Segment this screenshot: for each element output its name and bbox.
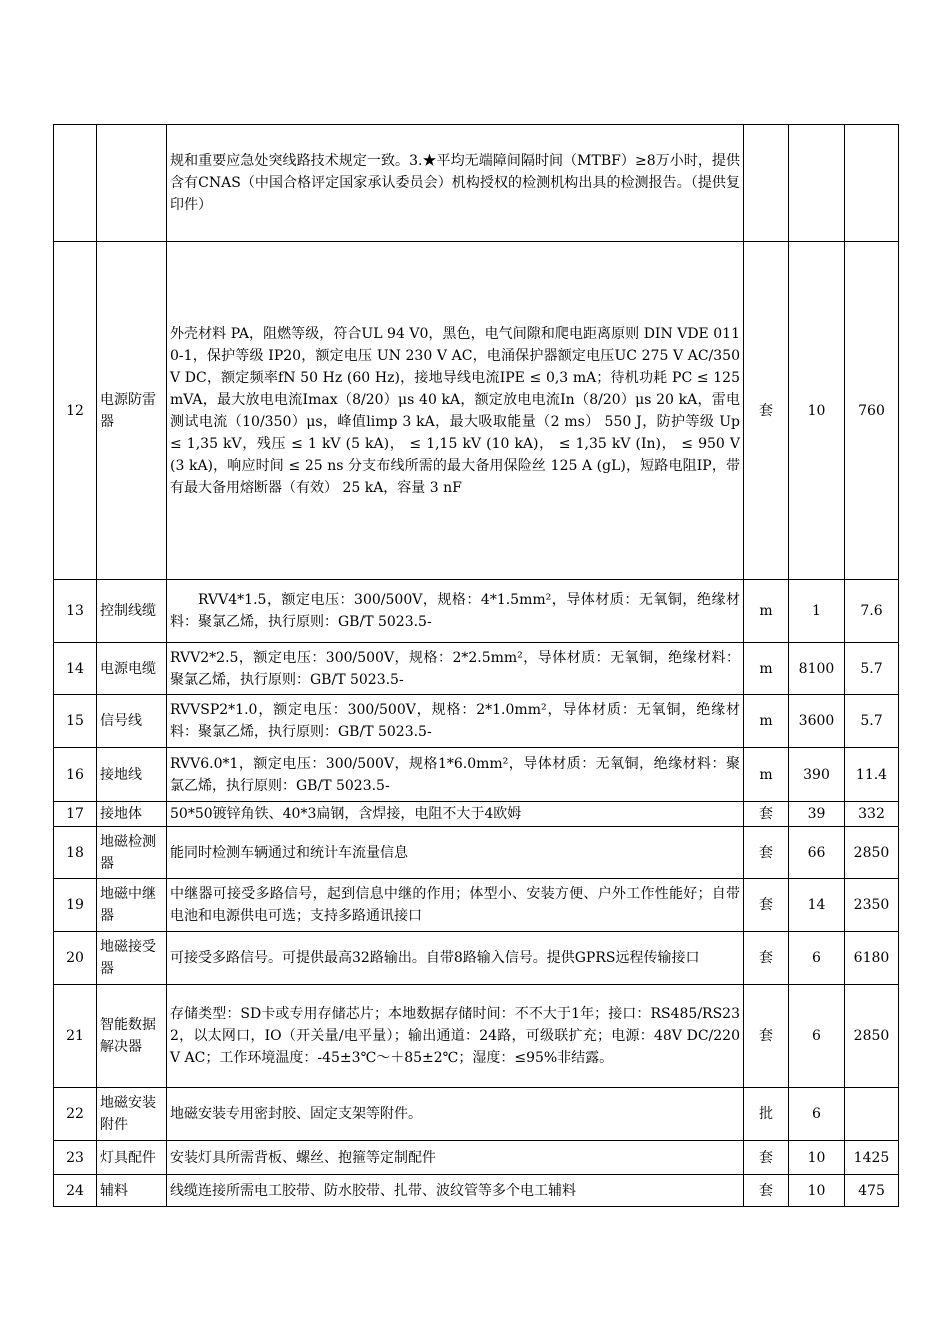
item-unit: 套: [744, 1141, 789, 1175]
item-price: 1425: [845, 1141, 899, 1175]
item-number: 17: [54, 802, 97, 827]
item-description: 存储类型：SD卡或专用存储芯片；本地数据存储时间：不不大于1年；接口：RS485/RS232，以太网口，IO（开关量/电平量）；输出通道：24路，可级联扩充；电源：48V DC/220V AC；工作环境温度：-45±3℃～＋85±2℃；湿度：≤95%非结露。: [167, 985, 744, 1088]
item-description: RVV6.0*1，额定电压：300/500V，规格1*6.0mm²，导体材质：无氧铜，绝缘材料：聚氯乙烯，执行原则：GB/T 5023.5-: [167, 748, 744, 802]
item-number: [54, 125, 97, 242]
table-row: [54, 643, 899, 695]
item-number: 23: [54, 1141, 97, 1175]
item-name: 智能数据解决器: [97, 985, 167, 1088]
item-quantity: [789, 125, 845, 242]
item-description: RVV4*1.5，额定电压：300/500V，规格：4*1.5mm²，导体材质：无氧铜，绝缘材料：聚氯乙烯，执行原则：GB/T 5023.5-: [167, 580, 744, 643]
item-name: 控制线缆: [97, 580, 167, 643]
table-row: [54, 695, 899, 748]
item-quantity: 6: [789, 985, 845, 1088]
table-row: [54, 827, 899, 879]
table-row: [54, 125, 899, 242]
item-quantity: 3600: [789, 695, 845, 748]
table-row: [54, 985, 899, 1088]
item-name: 接地体: [97, 802, 167, 827]
specification-table: [53, 124, 899, 1207]
item-name: 地磁接受器: [97, 932, 167, 985]
item-price: 11.4: [845, 748, 899, 802]
item-price: 2350: [845, 879, 899, 932]
item-unit: 套: [744, 827, 789, 879]
item-quantity: 39: [789, 802, 845, 827]
item-name: 电源防雷器: [97, 242, 167, 580]
item-description: 50*50镀锌角铁、40*3扁钢，含焊接，电阻不大于4欧姆: [167, 802, 744, 827]
item-description: 可接受多路信号。可提供最高32路输出。自带8路输入信号。提供GPRS远程传输接口: [167, 932, 744, 985]
table-row: [54, 580, 899, 643]
item-description: 安装灯具所需背板、螺丝、抱箍等定制配件: [167, 1141, 744, 1175]
item-price: 332: [845, 802, 899, 827]
item-number: 15: [54, 695, 97, 748]
item-name: 灯具配件: [97, 1141, 167, 1175]
item-name: 接地线: [97, 748, 167, 802]
item-number: 22: [54, 1088, 97, 1141]
item-unit: m: [744, 695, 789, 748]
table-row: [54, 1141, 899, 1175]
table-row: [54, 802, 899, 827]
item-price: 7.6: [845, 580, 899, 643]
item-description: 中继器可接受多路信号，起到信息中继的作用；体型小、安装方便、户外工作性能好；自带电池和电源供电可选；支持多路通讯接口: [167, 879, 744, 932]
item-unit: 套: [744, 802, 789, 827]
item-number: 21: [54, 985, 97, 1088]
item-price: 5.7: [845, 695, 899, 748]
item-quantity: 6: [789, 932, 845, 985]
item-description: 线缆连接所需电工胶带、防水胶带、扎带、波纹管等多个电工辅料: [167, 1175, 744, 1207]
item-number: 13: [54, 580, 97, 643]
item-quantity: 66: [789, 827, 845, 879]
table-row: [54, 242, 899, 580]
item-quantity: 390: [789, 748, 845, 802]
table-row: [54, 1088, 899, 1141]
item-description: 外壳材料 PA，阻燃等级，符合UL 94 V0，黑色，电气间隙和爬电距离原则 DIN VDE 0110-1，保护等级 IP20，额定电压 UN 230 V AC，电涌保护器额定电压UC 275 V AC/350 V DC，额定频率fN 50 Hz (60 Hz)，接地导线电流IPE ≤ 0,3 mA；待机功耗 PC ≤ 125 mVA，最大放电电流Imax（8/20）μs 40 kA，额定放电电流In（8/20）μs 20 kA，雷电测试电流（10/350）μs，峰值limp 3 kA，最大吸取能量（2 ms） 550 J，防护等级 Up ≤ 1,35 kV，残压 ≤ 1 kV (5 kA)， ≤ 1,15 kV (10 kA)， ≤ 1,35 kV (In)， ≤ 950 V (3 kA)，响应时间 ≤ 25 ns 分支布线所需的最大备用保险丝 125 A (gL)，短路电阻IP，带有最大备用熔断器（有效） 25 kA，容量 3 nF: [167, 242, 744, 580]
item-description: RVV2*2.5，额定电压：300/500V，规格：2*2.5mm²，导体材质：无氧铜，绝缘材料：聚氯乙烯，执行原则：GB/T 5023.5-: [167, 643, 744, 695]
item-quantity: 10: [789, 242, 845, 580]
item-number: 20: [54, 932, 97, 985]
item-name: 地磁检测器: [97, 827, 167, 879]
item-price: 5.7: [845, 643, 899, 695]
item-number: 16: [54, 748, 97, 802]
item-description: RVVSP2*1.0，额定电压：300/500V，规格：2*1.0mm²，导体材质：无氧铜，绝缘材料：聚氯乙烯，执行原则：GB/T 5023.5-: [167, 695, 744, 748]
item-unit: 套: [744, 879, 789, 932]
item-number: 14: [54, 643, 97, 695]
table-row: [54, 932, 899, 985]
item-unit: 套: [744, 242, 789, 580]
item-number: 12: [54, 242, 97, 580]
item-quantity: 6: [789, 1088, 845, 1141]
item-unit: m: [744, 643, 789, 695]
item-price: 2850: [845, 985, 899, 1088]
item-number: 18: [54, 827, 97, 879]
item-price: 760: [845, 242, 899, 580]
item-name: 地磁中继器: [97, 879, 167, 932]
item-unit: m: [744, 748, 789, 802]
item-description: 地磁安装专用密封胶、固定支架等附件。: [167, 1088, 744, 1141]
item-quantity: 10: [789, 1175, 845, 1207]
item-name: 信号线: [97, 695, 167, 748]
item-unit: [744, 125, 789, 242]
item-name: 辅料: [97, 1175, 167, 1207]
item-quantity: 8100: [789, 643, 845, 695]
table-row: [54, 748, 899, 802]
item-number: 19: [54, 879, 97, 932]
item-name: 地磁安装附件: [97, 1088, 167, 1141]
item-number: 24: [54, 1175, 97, 1207]
item-description: 能同时检测车辆通过和统计车流量信息: [167, 827, 744, 879]
item-price: 475: [845, 1175, 899, 1207]
table-row: [54, 1175, 899, 1207]
item-name: 电源电缆: [97, 643, 167, 695]
item-unit: m: [744, 580, 789, 643]
item-price: [845, 1088, 899, 1141]
item-unit: 批: [744, 1088, 789, 1141]
item-quantity: 1: [789, 580, 845, 643]
item-price: [845, 125, 899, 242]
item-quantity: 14: [789, 879, 845, 932]
item-unit: 套: [744, 932, 789, 985]
item-name: [97, 125, 167, 242]
item-unit: 套: [744, 1175, 789, 1207]
item-price: 6180: [845, 932, 899, 985]
item-description: 规和重要应急处突线路技术规定一致。3.★平均无端障间隔时间（MTBF）≥8万小时，提供含有CNAS（中国合格评定国家承认委员会）机构授权的检测机构出具的检测报告。（提供复印件）: [167, 125, 744, 242]
item-unit: 套: [744, 985, 789, 1088]
table-row: [54, 879, 899, 932]
item-price: 2850: [845, 827, 899, 879]
item-quantity: 10: [789, 1141, 845, 1175]
